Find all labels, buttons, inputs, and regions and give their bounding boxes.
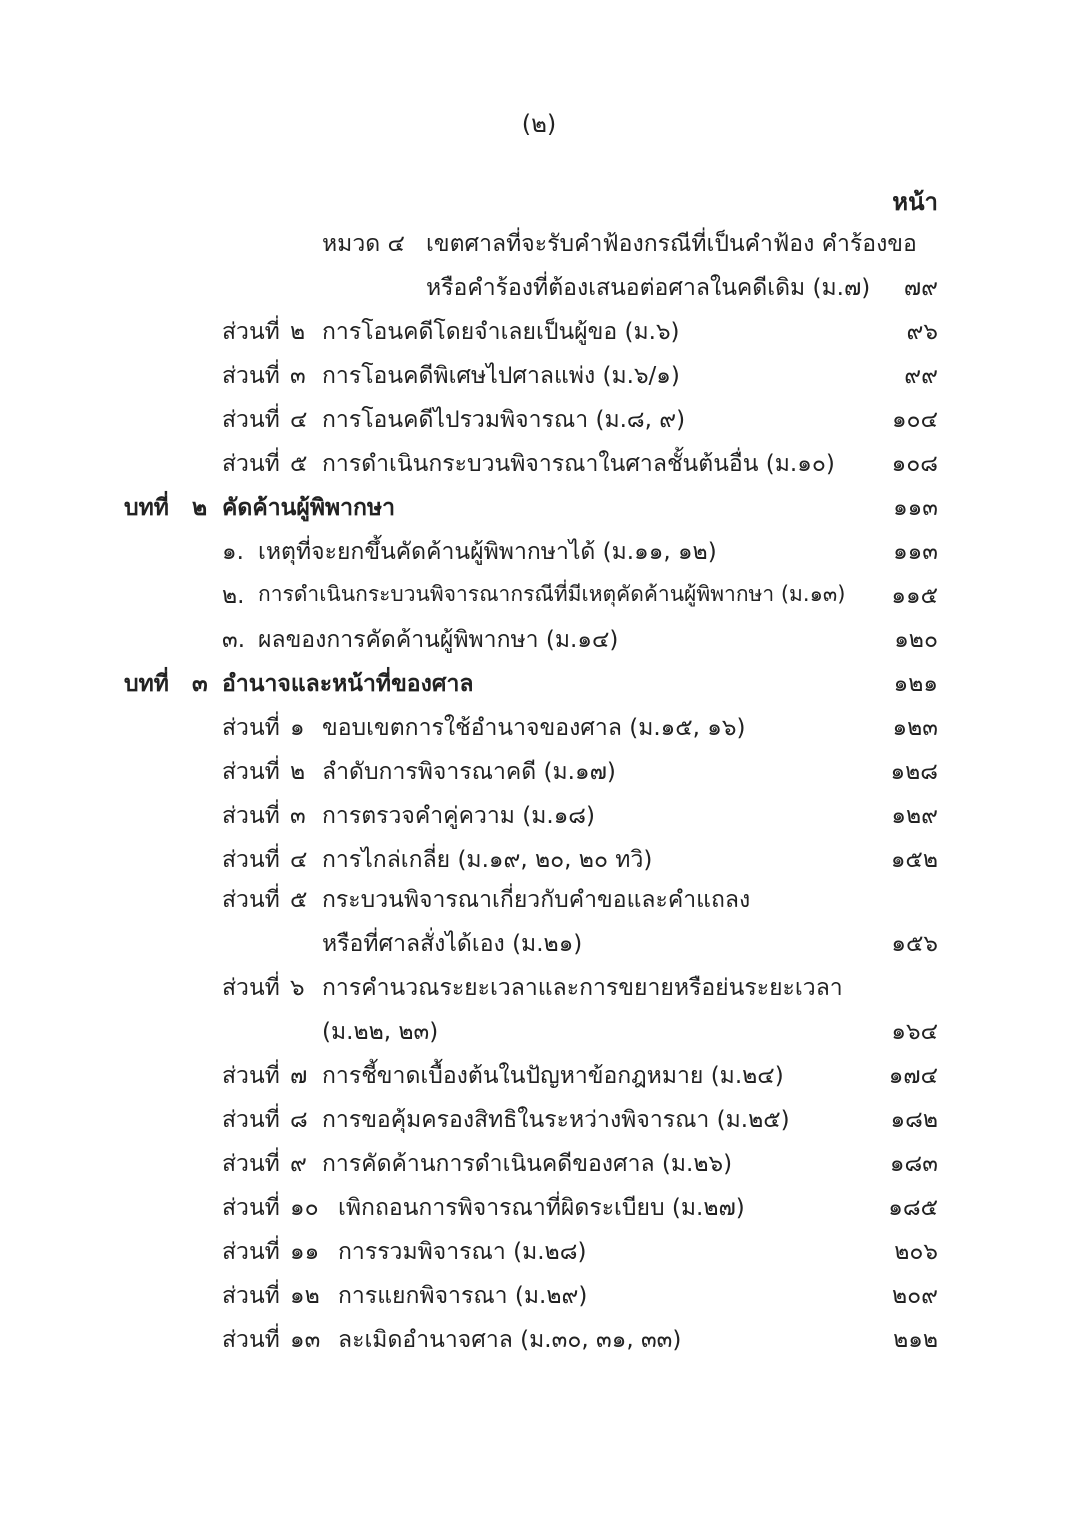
toc-entry (0, 358, 1078, 398)
section-label: ส่วนที่ (222, 1063, 280, 1089)
page-ref: ๑๗๔ (888, 1063, 938, 1089)
chapter-title: คัดค้านผู้พิพากษา (222, 495, 396, 521)
section-title: ขอบเขตการใช้อำนาจของศาล (ม.๑๕, ๑๖) (322, 715, 746, 741)
section-label: ส่วนที่ (222, 887, 280, 913)
section-title: การคำนวณระยะเวลาและการขยายหรือย่นระยะเวลา (322, 975, 843, 1001)
page-column-header: หน้า (892, 188, 938, 216)
page-ref: ๑๐๘ (891, 451, 938, 477)
section-label: ส่วนที่ (222, 319, 280, 345)
toc-entry (0, 1278, 1078, 1318)
section-number: ๖ (290, 975, 305, 1001)
section-title: การตรวจคำคู่ความ (ม.๑๘) (322, 803, 596, 829)
toc-entry-section-6-cont (0, 1014, 1078, 1054)
toc-entry-section-5 (0, 882, 1078, 922)
page-ref: ๑๑๕ (891, 583, 938, 609)
page-ref: ๑๘๓ (889, 1151, 938, 1177)
section-number: ๑๑ (290, 1239, 320, 1265)
toc-entry (0, 314, 1078, 354)
chapter-label: บทที่ (124, 495, 169, 521)
toc-entry (0, 446, 1078, 486)
toc-entry (0, 1058, 1078, 1098)
page-ref: ๒๐๖ (894, 1239, 938, 1265)
section-title: การโอนคดีไปรวมพิจารณา (ม.๘, ๙) (322, 407, 686, 433)
page-ref: ๑๒๘ (890, 759, 938, 785)
item-title: การดำเนินกระบวนพิจารณากรณีที่มีเหตุคัดค้านผู้พิพากษา (ม.๑๓) (258, 582, 846, 606)
page-ref: ๑๑๓ (893, 539, 938, 565)
section-title: การคัดค้านการดำเนินคดีของศาล (ม.๒๖) (322, 1151, 733, 1177)
item-number: ๒. (222, 583, 245, 609)
section-number: ๒ (290, 319, 306, 345)
toc-entry (0, 1102, 1078, 1142)
section-number: ๔ (290, 847, 308, 873)
toc-entry-section-6 (0, 970, 1078, 1010)
section-title-cont: หรือที่ศาลสั่งได้เอง (ม.๒๑) (322, 931, 583, 957)
toc-entry (0, 1234, 1078, 1274)
section-number: ๘ (290, 1107, 308, 1133)
section-label: ส่วนที่ (222, 1195, 280, 1221)
chapter-prefix: หมวด ๔ (322, 231, 405, 257)
section-number: ๓ (290, 803, 306, 829)
section-title: การขอคุ้มครองสิทธิในระหว่างพิจารณา (ม.๒๕) (322, 1107, 790, 1133)
page-ref: ๙๖ (906, 319, 938, 345)
section-title-cont: (ม.๒๒, ๒๓) (322, 1019, 439, 1045)
section-number: ๙ (290, 1151, 307, 1177)
toc-entry (0, 1322, 1078, 1362)
section-number: ๓ (290, 363, 306, 389)
section-label: ส่วนที่ (222, 975, 280, 1001)
toc-entry (0, 842, 1078, 882)
section-title: กระบวนพิจารณาเกี่ยวกับคำขอและคำแถลง (322, 887, 751, 913)
section-label: ส่วนที่ (222, 759, 280, 785)
toc-entry (0, 534, 1078, 574)
section-label: ส่วนที่ (222, 847, 280, 873)
page-number: (๒) (521, 110, 557, 138)
toc-chapter-3 (0, 666, 1078, 706)
section-label: ส่วนที่ (222, 1107, 280, 1133)
chapter-title: อำนาจและหน้าที่ของศาล (222, 671, 474, 697)
chapter-number: ๒ (192, 495, 208, 521)
page-ref: ๑๖๔ (891, 1019, 938, 1045)
page-ref: ๑๘๕ (888, 1195, 938, 1221)
toc-entry-chapter4 (0, 226, 1078, 266)
section-title: การแยกพิจารณา (ม.๒๙) (338, 1283, 588, 1309)
section-label: ส่วนที่ (222, 1283, 280, 1309)
item-number: ๓. (222, 627, 246, 653)
section-title: การดำเนินกระบวนพิจารณาในศาลชั้นต้นอื่น (ม.๑๐) (322, 451, 835, 477)
page-ref: ๑๘๒ (890, 1107, 938, 1133)
section-title: การโอนคดีโดยจำเลยเป็นผู้ขอ (ม.๖) (322, 319, 680, 345)
page-ref: ๑๕๖ (891, 931, 938, 957)
toc-entry (0, 710, 1078, 750)
toc-entry (0, 1190, 1078, 1230)
item-title: ผลของการคัดค้านผู้พิพากษา (ม.๑๔) (258, 627, 619, 653)
page-ref: ๒๑๒ (893, 1327, 938, 1353)
section-label: ส่วนที่ (222, 1327, 280, 1353)
chapter-number: ๓ (192, 671, 208, 697)
section-title: ละเมิดอำนาจศาล (ม.๓๐, ๓๑, ๓๓) (338, 1327, 682, 1353)
section-label: ส่วนที่ (222, 1151, 280, 1177)
section-title: การไกล่เกลี่ย (ม.๑๙, ๒๐, ๒๐ ทวิ) (322, 847, 653, 873)
section-number: ๒ (290, 759, 306, 785)
chapter-label: บทที่ (124, 671, 169, 697)
section-number: ๑๒ (290, 1283, 320, 1309)
section-number: ๑๓ (290, 1327, 321, 1353)
item-number: ๑. (222, 539, 244, 565)
section-number: ๕ (290, 887, 308, 913)
page-ref: ๗๙ (903, 275, 938, 301)
page-ref: ๑๑๓ (893, 495, 938, 521)
page-ref: ๑๐๔ (891, 407, 938, 433)
section-title: ลำดับการพิจารณาคดี (ม.๑๗) (322, 759, 616, 785)
toc-entry (0, 622, 1078, 662)
section-label: ส่วนที่ (222, 407, 280, 433)
toc-chapter-2 (0, 490, 1078, 530)
chapter-title-cont: หรือคำร้องที่ต้องเสนอต่อศาลในคดีเดิม (ม.๗) (426, 275, 871, 301)
page-ref: ๑๒๓ (892, 715, 938, 741)
toc-entry (0, 402, 1078, 442)
section-label: ส่วนที่ (222, 715, 280, 741)
page-ref: ๑๒๙ (891, 803, 938, 829)
section-title: การโอนคดีพิเศษไปศาลแพ่ง (ม.๖/๑) (322, 363, 680, 389)
section-number: ๔ (290, 407, 308, 433)
section-number: ๕ (290, 451, 308, 477)
toc-entry-section-5-cont (0, 926, 1078, 966)
section-label: ส่วนที่ (222, 451, 280, 477)
toc-entry-chapter4-cont (0, 270, 1078, 310)
toc-entry (0, 578, 1078, 618)
section-label: ส่วนที่ (222, 1239, 280, 1265)
toc-entry (0, 798, 1078, 838)
page-ref: ๑๒๑ (893, 671, 938, 697)
page-ref: ๙๙ (904, 363, 938, 389)
page-ref: ๑๒๐ (894, 627, 938, 653)
item-title: เหตุที่จะยกขึ้นคัดค้านผู้พิพากษาได้ (ม.๑๑, ๑๒) (258, 539, 717, 565)
page-ref: ๒๐๙ (891, 1283, 938, 1309)
section-number: ๗ (290, 1063, 308, 1089)
section-label: ส่วนที่ (222, 803, 280, 829)
section-title: การรวมพิจารณา (ม.๒๘) (338, 1239, 587, 1265)
section-label: ส่วนที่ (222, 363, 280, 389)
section-title: เพิกถอนการพิจารณาที่ผิดระเบียบ (ม.๒๗) (338, 1195, 745, 1221)
section-title: การชี้ขาดเบื้องต้นในปัญหาข้อกฎหมาย (ม.๒๔) (322, 1063, 784, 1089)
section-number: ๑๐ (290, 1195, 319, 1221)
chapter-title: เขตศาลที่จะรับคำฟ้องกรณีที่เป็นคำฟ้อง คำร้องขอ (426, 231, 917, 257)
page-ref: ๑๕๒ (890, 847, 938, 873)
section-number: ๑ (290, 715, 305, 741)
toc-entry (0, 754, 1078, 794)
toc-entry (0, 1146, 1078, 1186)
